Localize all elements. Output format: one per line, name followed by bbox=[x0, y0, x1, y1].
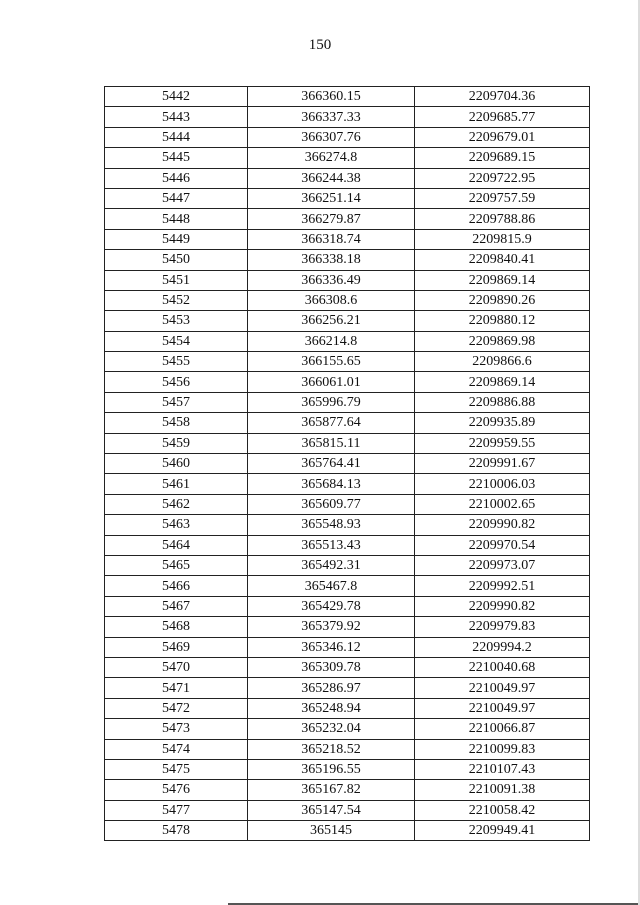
point-number-cell: 5469 bbox=[105, 637, 248, 657]
table-row bbox=[105, 494, 590, 514]
point-number-cell: 5443 bbox=[105, 107, 248, 127]
point-number-cell: 5447 bbox=[105, 188, 248, 208]
y-coordinate-cell: 2210049.97 bbox=[415, 678, 590, 698]
page-number: 150 bbox=[308, 37, 332, 53]
table-row bbox=[105, 678, 590, 698]
y-coordinate-cell: 2209866.6 bbox=[415, 352, 590, 372]
x-coordinate-cell: 365309.78 bbox=[248, 657, 415, 677]
y-coordinate-cell: 2209689.15 bbox=[415, 148, 590, 168]
point-number-cell: 5458 bbox=[105, 413, 248, 433]
x-coordinate-cell: 366155.65 bbox=[248, 352, 415, 372]
table-row bbox=[105, 555, 590, 575]
point-number-cell: 5449 bbox=[105, 229, 248, 249]
table-row bbox=[105, 739, 590, 759]
y-coordinate-cell: 2209869.14 bbox=[415, 372, 590, 392]
table-row bbox=[105, 168, 590, 188]
table-row bbox=[105, 576, 590, 596]
table-row bbox=[105, 454, 590, 474]
point-number-cell: 5459 bbox=[105, 433, 248, 453]
y-coordinate-cell: 2209990.82 bbox=[415, 596, 590, 616]
y-coordinate-cell: 2209970.54 bbox=[415, 535, 590, 555]
x-coordinate-cell: 365346.12 bbox=[248, 637, 415, 657]
y-coordinate-cell: 2209979.83 bbox=[415, 617, 590, 637]
y-coordinate-cell: 2209973.07 bbox=[415, 555, 590, 575]
y-coordinate-cell: 2210040.68 bbox=[415, 657, 590, 677]
point-number-cell: 5460 bbox=[105, 454, 248, 474]
x-coordinate-cell: 366336.49 bbox=[248, 270, 415, 290]
point-number-cell: 5465 bbox=[105, 555, 248, 575]
x-coordinate-cell: 366061.01 bbox=[248, 372, 415, 392]
table-row bbox=[105, 372, 590, 392]
x-coordinate-cell: 366244.38 bbox=[248, 168, 415, 188]
point-number-cell: 5445 bbox=[105, 148, 248, 168]
coordinates-table bbox=[104, 86, 590, 841]
point-number-cell: 5478 bbox=[105, 821, 248, 841]
table-row bbox=[105, 433, 590, 453]
x-coordinate-cell: 365232.04 bbox=[248, 719, 415, 739]
table-row bbox=[105, 331, 590, 351]
coordinates-table-body bbox=[105, 87, 590, 841]
x-coordinate-cell: 365609.77 bbox=[248, 494, 415, 514]
x-coordinate-cell: 365218.52 bbox=[248, 739, 415, 759]
point-number-cell: 5463 bbox=[105, 515, 248, 535]
point-number-cell: 5464 bbox=[105, 535, 248, 555]
y-coordinate-cell: 2210006.03 bbox=[415, 474, 590, 494]
point-number-cell: 5474 bbox=[105, 739, 248, 759]
y-coordinate-cell: 2209990.82 bbox=[415, 515, 590, 535]
y-coordinate-cell: 2209679.01 bbox=[415, 127, 590, 147]
y-coordinate-cell: 2209685.77 bbox=[415, 107, 590, 127]
table-row bbox=[105, 290, 590, 310]
x-coordinate-cell: 365996.79 bbox=[248, 392, 415, 412]
x-coordinate-cell: 365145 bbox=[248, 821, 415, 841]
point-number-cell: 5442 bbox=[105, 87, 248, 107]
y-coordinate-cell: 2210099.83 bbox=[415, 739, 590, 759]
point-number-cell: 5453 bbox=[105, 311, 248, 331]
point-number-cell: 5448 bbox=[105, 209, 248, 229]
y-coordinate-cell: 2209704.36 bbox=[415, 87, 590, 107]
x-coordinate-cell: 365467.8 bbox=[248, 576, 415, 596]
x-coordinate-cell: 365379.92 bbox=[248, 617, 415, 637]
x-coordinate-cell: 365248.94 bbox=[248, 698, 415, 718]
x-coordinate-cell: 366360.15 bbox=[248, 87, 415, 107]
point-number-cell: 5456 bbox=[105, 372, 248, 392]
y-coordinate-cell: 2209815.9 bbox=[415, 229, 590, 249]
point-number-cell: 5473 bbox=[105, 719, 248, 739]
x-coordinate-cell: 365286.97 bbox=[248, 678, 415, 698]
x-coordinate-cell: 365684.13 bbox=[248, 474, 415, 494]
table-row bbox=[105, 596, 590, 616]
x-coordinate-cell: 365147.54 bbox=[248, 800, 415, 820]
x-coordinate-cell: 365815.11 bbox=[248, 433, 415, 453]
x-coordinate-cell: 365548.93 bbox=[248, 515, 415, 535]
point-number-cell: 5444 bbox=[105, 127, 248, 147]
table-row bbox=[105, 87, 590, 107]
x-coordinate-cell: 365877.64 bbox=[248, 413, 415, 433]
x-coordinate-cell: 366318.74 bbox=[248, 229, 415, 249]
y-coordinate-cell: 2209992.51 bbox=[415, 576, 590, 596]
point-number-cell: 5470 bbox=[105, 657, 248, 677]
table-row bbox=[105, 474, 590, 494]
table-row bbox=[105, 352, 590, 372]
x-coordinate-cell: 365429.78 bbox=[248, 596, 415, 616]
y-coordinate-cell: 2209722.95 bbox=[415, 168, 590, 188]
table-row bbox=[105, 637, 590, 657]
point-number-cell: 5468 bbox=[105, 617, 248, 637]
point-number-cell: 5454 bbox=[105, 331, 248, 351]
x-coordinate-cell: 366251.14 bbox=[248, 188, 415, 208]
point-number-cell: 5461 bbox=[105, 474, 248, 494]
table-row bbox=[105, 270, 590, 290]
table-row bbox=[105, 413, 590, 433]
table-row bbox=[105, 821, 590, 841]
point-number-cell: 5450 bbox=[105, 250, 248, 270]
point-number-cell: 5455 bbox=[105, 352, 248, 372]
x-coordinate-cell: 366274.8 bbox=[248, 148, 415, 168]
y-coordinate-cell: 2209994.2 bbox=[415, 637, 590, 657]
y-coordinate-cell: 2209757.59 bbox=[415, 188, 590, 208]
x-coordinate-cell: 365196.55 bbox=[248, 759, 415, 779]
y-coordinate-cell: 2209890.26 bbox=[415, 290, 590, 310]
y-coordinate-cell: 2209869.14 bbox=[415, 270, 590, 290]
point-number-cell: 5462 bbox=[105, 494, 248, 514]
point-number-cell: 5476 bbox=[105, 780, 248, 800]
table-row bbox=[105, 617, 590, 637]
table-row bbox=[105, 759, 590, 779]
y-coordinate-cell: 2209869.98 bbox=[415, 331, 590, 351]
point-number-cell: 5467 bbox=[105, 596, 248, 616]
x-coordinate-cell: 366307.76 bbox=[248, 127, 415, 147]
x-coordinate-cell: 365764.41 bbox=[248, 454, 415, 474]
table-row bbox=[105, 515, 590, 535]
table-row bbox=[105, 392, 590, 412]
x-coordinate-cell: 365492.31 bbox=[248, 555, 415, 575]
x-coordinate-cell: 366308.6 bbox=[248, 290, 415, 310]
table-row bbox=[105, 311, 590, 331]
point-number-cell: 5446 bbox=[105, 168, 248, 188]
point-number-cell: 5466 bbox=[105, 576, 248, 596]
y-coordinate-cell: 2209991.67 bbox=[415, 454, 590, 474]
y-coordinate-cell: 2209949.41 bbox=[415, 821, 590, 841]
x-coordinate-cell: 366256.21 bbox=[248, 311, 415, 331]
x-coordinate-cell: 365167.82 bbox=[248, 780, 415, 800]
table-row bbox=[105, 657, 590, 677]
point-number-cell: 5451 bbox=[105, 270, 248, 290]
x-coordinate-cell: 365513.43 bbox=[248, 535, 415, 555]
y-coordinate-cell: 2209880.12 bbox=[415, 311, 590, 331]
y-coordinate-cell: 2209788.86 bbox=[415, 209, 590, 229]
y-coordinate-cell: 2209935.89 bbox=[415, 413, 590, 433]
y-coordinate-cell: 2209959.55 bbox=[415, 433, 590, 453]
y-coordinate-cell: 2210107.43 bbox=[415, 759, 590, 779]
point-number-cell: 5472 bbox=[105, 698, 248, 718]
y-coordinate-cell: 2209886.88 bbox=[415, 392, 590, 412]
y-coordinate-cell: 2210058.42 bbox=[415, 800, 590, 820]
y-coordinate-cell: 2209840.41 bbox=[415, 250, 590, 270]
table-row bbox=[105, 780, 590, 800]
x-coordinate-cell: 366279.87 bbox=[248, 209, 415, 229]
table-row bbox=[105, 229, 590, 249]
x-coordinate-cell: 366337.33 bbox=[248, 107, 415, 127]
table-row bbox=[105, 800, 590, 820]
table-row bbox=[105, 127, 590, 147]
y-coordinate-cell: 2210049.97 bbox=[415, 698, 590, 718]
y-coordinate-cell: 2210091.38 bbox=[415, 780, 590, 800]
x-coordinate-cell: 366338.18 bbox=[248, 250, 415, 270]
table-row bbox=[105, 698, 590, 718]
table-row bbox=[105, 148, 590, 168]
table-row bbox=[105, 107, 590, 127]
table-row bbox=[105, 209, 590, 229]
x-coordinate-cell: 366214.8 bbox=[248, 331, 415, 351]
point-number-cell: 5475 bbox=[105, 759, 248, 779]
point-number-cell: 5471 bbox=[105, 678, 248, 698]
table-row bbox=[105, 719, 590, 739]
table-row bbox=[105, 250, 590, 270]
y-coordinate-cell: 2210066.87 bbox=[415, 719, 590, 739]
point-number-cell: 5457 bbox=[105, 392, 248, 412]
table-row bbox=[105, 535, 590, 555]
table-row bbox=[105, 188, 590, 208]
point-number-cell: 5452 bbox=[105, 290, 248, 310]
point-number-cell: 5477 bbox=[105, 800, 248, 820]
y-coordinate-cell: 2210002.65 bbox=[415, 494, 590, 514]
